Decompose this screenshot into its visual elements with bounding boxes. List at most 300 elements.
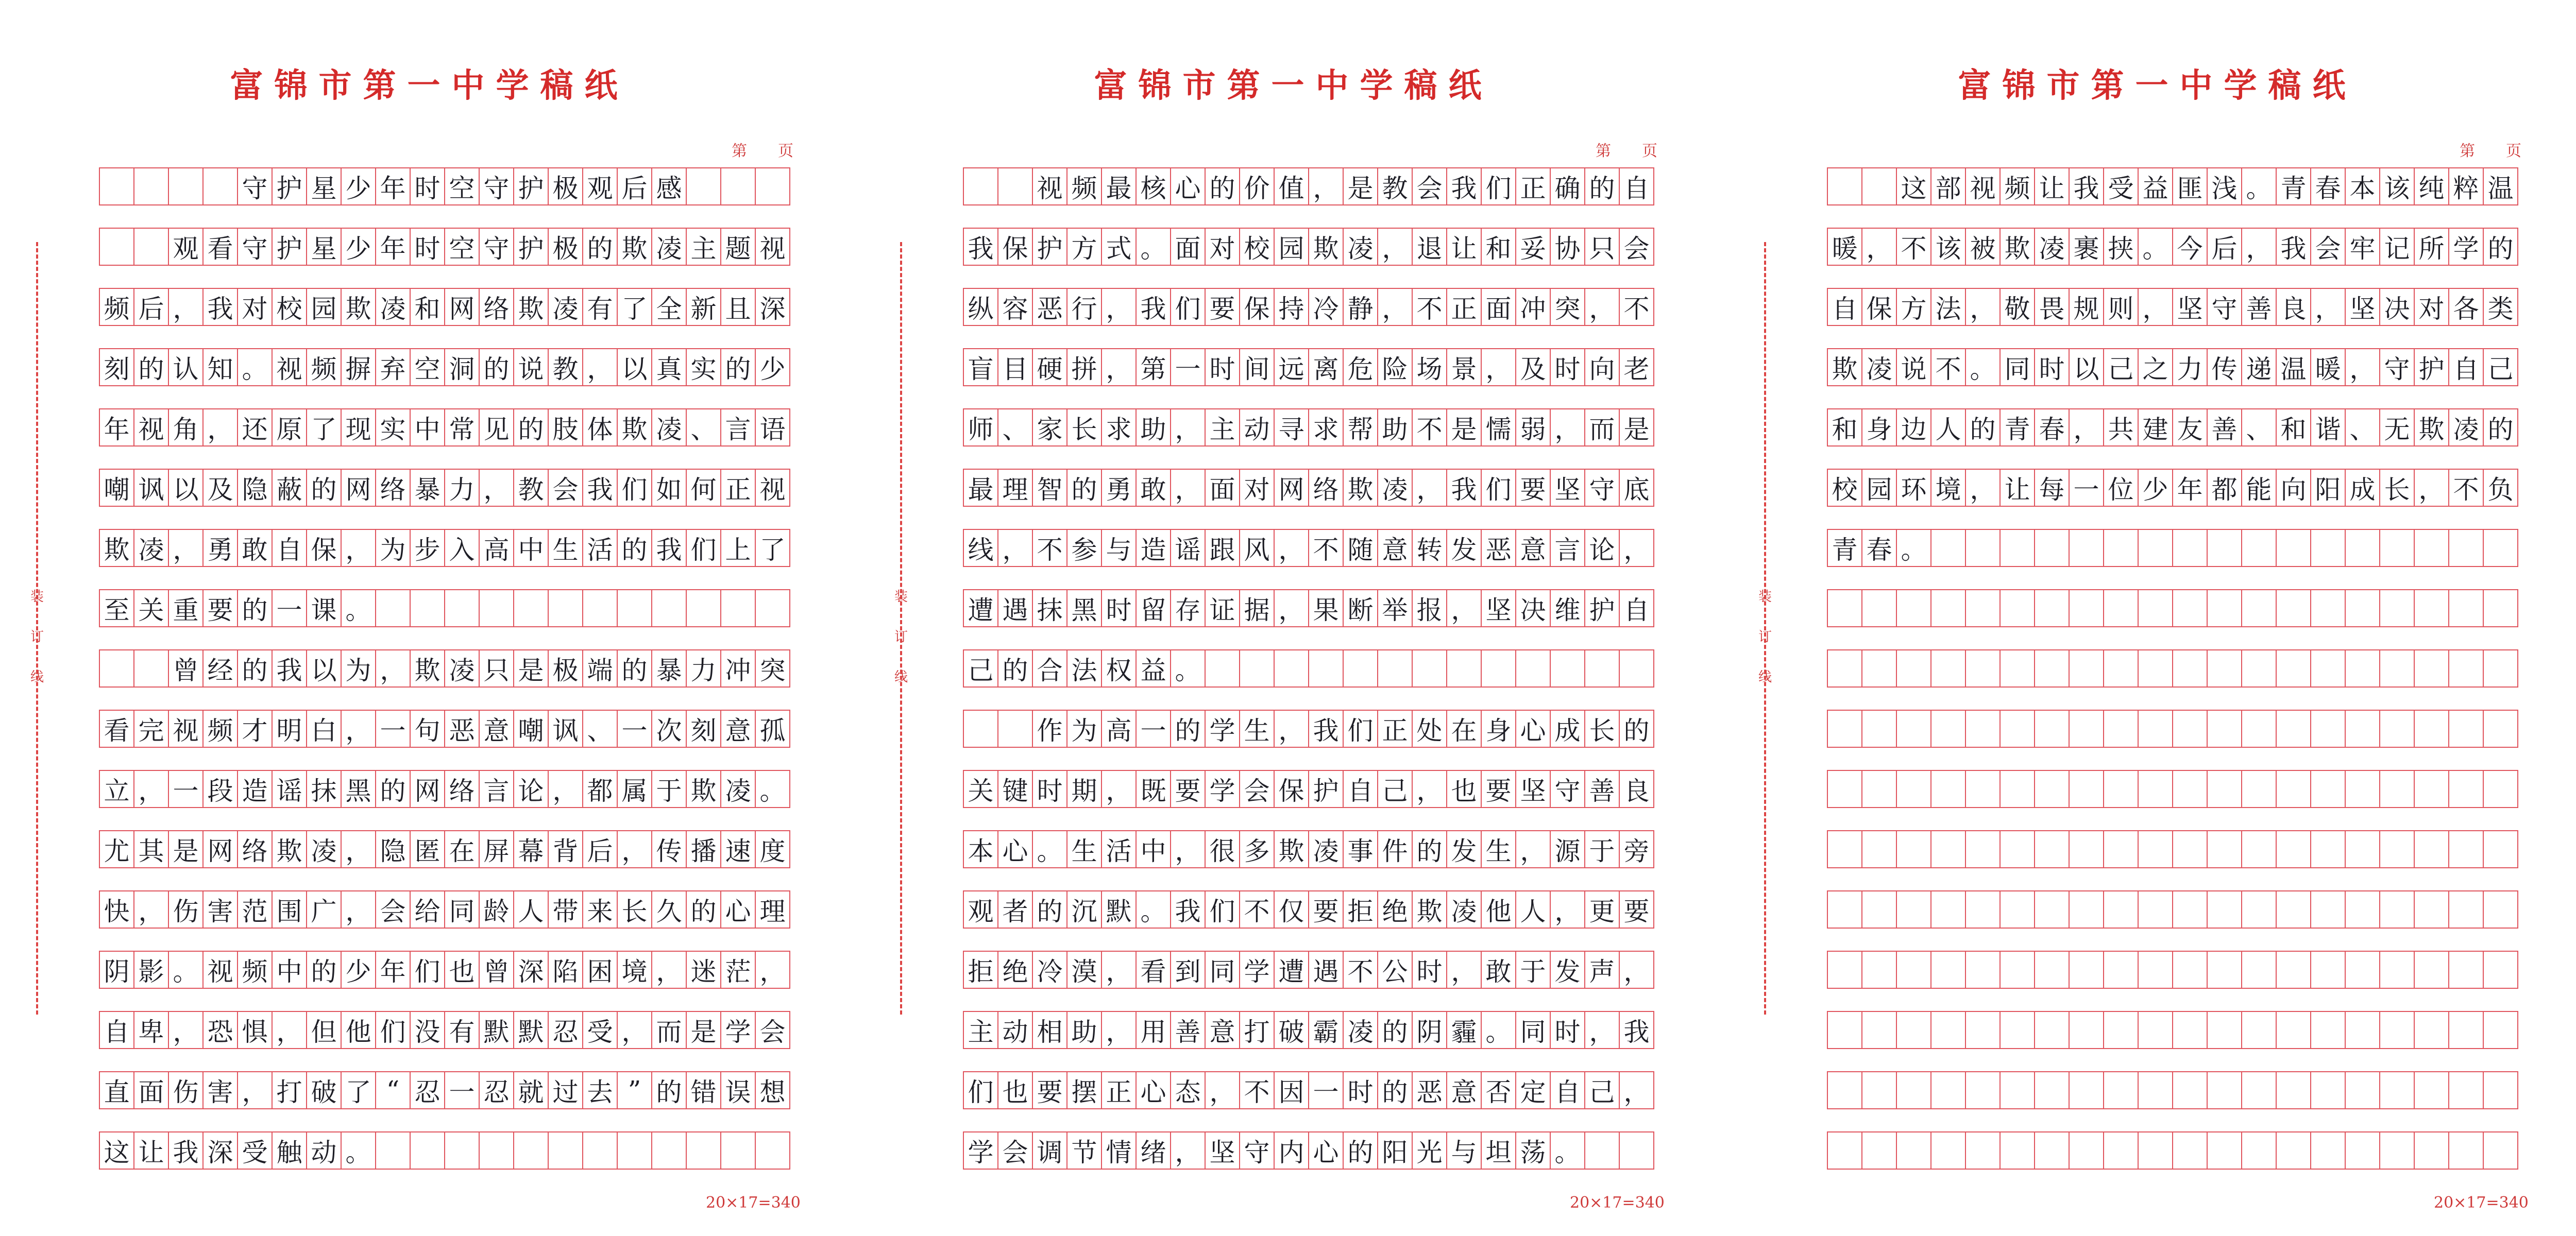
grid-cell: 一 <box>1170 348 1206 386</box>
grid-cell: 年 <box>99 408 134 447</box>
grid-row <box>99 288 789 326</box>
grid-cell <box>2414 1071 2449 1109</box>
grid-cell: 留 <box>1136 589 1171 627</box>
grid-cell: ， <box>2310 288 2346 326</box>
grid-cell <box>2276 589 2311 627</box>
grid-cell: 决 <box>2379 288 2415 326</box>
grid-cell <box>2138 830 2173 868</box>
grid-cell: 意 <box>1515 529 1551 567</box>
grid-cell: 的 <box>1343 1131 1378 1170</box>
grid-cell: 及 <box>202 469 238 507</box>
grid-cell <box>2069 710 2104 748</box>
grid-cell: 守 <box>237 228 273 266</box>
grid-row <box>99 228 789 266</box>
grid-cell: 步 <box>410 529 445 567</box>
grid-cell: 让 <box>133 1131 169 1170</box>
grid-cell: 了 <box>755 529 790 567</box>
grid-row <box>99 408 789 447</box>
grid-cell: 他 <box>1481 890 1516 929</box>
grid-cell <box>1896 951 1931 989</box>
grid-cell: 类 <box>2483 288 2518 326</box>
grid-cell: 嘲 <box>99 469 134 507</box>
grid-cell: 何 <box>686 469 721 507</box>
grid-cell: 的 <box>1170 710 1206 748</box>
grid-cell: 欺 <box>99 529 134 567</box>
grid-cell: 语 <box>755 408 790 447</box>
grid-cell: 核 <box>1136 167 1171 205</box>
grid-cell <box>2483 770 2518 808</box>
grid-row <box>1827 951 2517 989</box>
grid-cell <box>2069 1131 2104 1170</box>
grid-cell: ， <box>1861 228 1897 266</box>
grid-cell: 时 <box>410 228 445 266</box>
grid-cell: ， <box>341 529 376 567</box>
grid-cell: 底 <box>1619 469 1654 507</box>
grid-cell: 学 <box>2448 228 2484 266</box>
grid-cell: 黑 <box>1066 589 1102 627</box>
grid-cell: 洞 <box>444 348 480 386</box>
grid-cell: ， <box>1965 288 2001 326</box>
grid-cell: 频 <box>202 710 238 748</box>
grid-cell <box>963 167 998 205</box>
grid-cell <box>444 589 480 627</box>
grid-cell <box>1827 167 1862 205</box>
grid-cell: 抹 <box>1032 589 1067 627</box>
grid-cell <box>1965 830 2001 868</box>
grid-cell: 长 <box>1584 710 1620 748</box>
grid-cell: 盲 <box>963 348 998 386</box>
grid-cell: 知 <box>202 348 238 386</box>
grid-cell: 我 <box>1446 469 1482 507</box>
grid-cell <box>1274 649 1309 688</box>
grid-cell <box>2103 890 2139 929</box>
grid-cell: 为 <box>341 649 376 688</box>
grid-cell: ， <box>1619 951 1654 989</box>
grid-cell: 谐 <box>2310 408 2346 447</box>
grid-cell: 了 <box>341 1071 376 1109</box>
grid-cell <box>2034 589 2070 627</box>
grid-row <box>1827 770 2517 808</box>
grid-cell: 最 <box>963 469 998 507</box>
grid-cell <box>2241 951 2277 989</box>
grid-cell: 要 <box>1515 469 1551 507</box>
grid-row <box>99 1071 789 1109</box>
grid-cell: 说 <box>1896 348 1931 386</box>
grid-cell: 学 <box>1205 770 1240 808</box>
grid-cell: 坚 <box>1205 1131 1240 1170</box>
grid-cell: 能 <box>2241 469 2277 507</box>
grid-cell: 守 <box>2207 288 2242 326</box>
grid-cell <box>1965 951 2001 989</box>
grid-cell <box>2483 710 2518 748</box>
grid-cell: 错 <box>686 1071 721 1109</box>
grid-cell <box>2448 770 2484 808</box>
grid-cell: 恶 <box>444 710 480 748</box>
grid-cell: 我 <box>272 649 307 688</box>
grid-cell: ， <box>1550 408 1585 447</box>
grid-cell: 同 <box>1205 951 1240 989</box>
grid-cell: 校 <box>1239 228 1275 266</box>
grid-cell: ， <box>168 529 204 567</box>
grid-cell: 教 <box>1377 167 1413 205</box>
grid-cell: ， <box>1446 951 1482 989</box>
grid-cell <box>2310 710 2346 748</box>
binding-char: 装 <box>30 589 44 605</box>
grid-cell: 他 <box>341 1011 376 1049</box>
grid-cell <box>2138 890 2173 929</box>
grid-cell: 的 <box>2483 228 2518 266</box>
grid-cell <box>2207 830 2242 868</box>
grid-cell: 视 <box>202 951 238 989</box>
grid-cell: ， <box>168 288 204 326</box>
grid-cell: 守 <box>479 167 514 205</box>
grid-cell: 理 <box>755 890 790 929</box>
grid-cell: 转 <box>1412 529 1447 567</box>
grid-cell: 旁 <box>1619 830 1654 868</box>
grid-cell <box>2241 710 2277 748</box>
grid-cell <box>1999 951 2035 989</box>
grid-cell: ， <box>1515 830 1551 868</box>
grid-cell: 欺 <box>1308 228 1344 266</box>
grid-cell: 冲 <box>720 649 756 688</box>
grid-cell <box>2241 830 2277 868</box>
grid-cell: 和 <box>1481 228 1516 266</box>
grid-cell <box>2379 890 2415 929</box>
grid-cell: 敢 <box>237 529 273 567</box>
grid-cell <box>2034 951 2070 989</box>
grid-row <box>99 830 789 868</box>
grid-cell: 者 <box>997 890 1033 929</box>
grid-cell: 主 <box>686 228 721 266</box>
grid-cell: 看 <box>1136 951 1171 989</box>
grid-cell: 、 <box>997 408 1033 447</box>
grid-cell: 受 <box>237 1131 273 1170</box>
grid-cell: 护 <box>1032 228 1067 266</box>
grid-cell <box>1896 1011 1931 1049</box>
grid-cell: 。 <box>168 951 204 989</box>
grid-cell <box>2448 1011 2484 1049</box>
grid-row <box>963 649 1653 688</box>
grid-cell <box>2414 1131 2449 1170</box>
grid-cell: 会 <box>2310 228 2346 266</box>
grid-cell: 各 <box>2448 288 2484 326</box>
grid-cell: ， <box>479 469 514 507</box>
grid-cell: 敢 <box>1136 469 1171 507</box>
grid-cell: 绝 <box>1377 890 1413 929</box>
grid-cell: 。 <box>341 589 376 627</box>
grid-cell: 因 <box>1274 1071 1309 1109</box>
grid-cell: 权 <box>1101 649 1137 688</box>
grid-cell <box>2379 589 2415 627</box>
grid-cell: 态 <box>1170 1071 1206 1109</box>
grid-cell <box>1999 529 2035 567</box>
binding-char: 订 <box>1758 629 1772 645</box>
grid-row <box>99 770 789 808</box>
grid-cell: 源 <box>1550 830 1585 868</box>
grid-cell: 自 <box>1343 770 1378 808</box>
grid-cell: 这 <box>1896 167 1931 205</box>
grid-cell: 来 <box>582 890 618 929</box>
grid-cell: 时 <box>1550 348 1585 386</box>
grid-cell <box>2310 649 2346 688</box>
grid-cell: 声 <box>1584 951 1620 989</box>
grid-cell: 年 <box>375 228 411 266</box>
grid-cell: 立 <box>99 770 134 808</box>
grid-cell: 视 <box>755 228 790 266</box>
grid-cell: 维 <box>1550 589 1585 627</box>
grid-cell: ， <box>133 770 169 808</box>
grid-cell: 忍 <box>548 1011 583 1049</box>
grid-cell <box>2483 890 2518 929</box>
grid-cell: 。 <box>1896 529 1931 567</box>
grid-cell: 懦 <box>1481 408 1516 447</box>
grid-cell <box>997 710 1033 748</box>
grid-cell <box>2241 1071 2277 1109</box>
grid-cell: 中 <box>272 951 307 989</box>
grid-cell: 意 <box>720 710 756 748</box>
grid-cell: 于 <box>1515 951 1551 989</box>
grid-cell <box>1999 830 2035 868</box>
grid-cell: 粹 <box>2448 167 2484 205</box>
grid-cell: 还 <box>237 408 273 447</box>
grid-cell: ， <box>1170 830 1206 868</box>
grid-cell: 果 <box>1308 589 1344 627</box>
grid-cell: 于 <box>651 770 687 808</box>
grid-cell: 突 <box>755 649 790 688</box>
grid-cell: 成 <box>1550 710 1585 748</box>
grid-cell <box>1965 589 2001 627</box>
grid-cell: 我 <box>168 1131 204 1170</box>
grid-cell: 保 <box>1239 288 1275 326</box>
grid-cell <box>410 589 445 627</box>
grid-row <box>963 228 1653 266</box>
grid-cell <box>2172 890 2208 929</box>
grid-cell <box>2448 1071 2484 1109</box>
grid-cell: 主 <box>1205 408 1240 447</box>
grid-cell: 最 <box>1101 167 1137 205</box>
grid-cell: 所 <box>2414 228 2449 266</box>
grid-cell: 题 <box>720 228 756 266</box>
grid-cell <box>1861 1131 1897 1170</box>
grid-cell: 家 <box>1032 408 1067 447</box>
grid-cell: 要 <box>202 589 238 627</box>
grid-row <box>963 469 1653 507</box>
grid-cell <box>2310 830 2346 868</box>
grid-cell: 络 <box>479 288 514 326</box>
grid-cell: ， <box>1481 348 1516 386</box>
grid-cell: 幕 <box>513 830 549 868</box>
grid-cell: 络 <box>237 830 273 868</box>
grid-cell: 伤 <box>168 1071 204 1109</box>
grid-cell: ， <box>168 1011 204 1049</box>
grid-cell: 曾 <box>168 649 204 688</box>
grid-cell <box>2241 770 2277 808</box>
grid-cell: 行 <box>1066 288 1102 326</box>
grid-cell: 是 <box>1619 408 1654 447</box>
grid-cell: 破 <box>306 1071 342 1109</box>
grid-cell: 欺 <box>1343 469 1378 507</box>
grid-cell: 凌 <box>306 830 342 868</box>
grid-cell: 极 <box>548 649 583 688</box>
grid-cell: 。 <box>1032 830 1067 868</box>
grid-cell: 决 <box>1515 589 1551 627</box>
grid-cell: 法 <box>1930 288 1966 326</box>
grid-cell <box>1930 529 1966 567</box>
grid-cell <box>133 649 169 688</box>
grid-cell: 与 <box>1446 1131 1482 1170</box>
grid-cell <box>2483 589 2518 627</box>
grid-cell <box>1999 1131 2035 1170</box>
grid-cell <box>1930 830 1966 868</box>
grid-cell: 己 <box>2103 348 2139 386</box>
grid-cell: 的 <box>479 348 514 386</box>
grid-cell: 参 <box>1066 529 1102 567</box>
grid-cell <box>2310 1131 2346 1170</box>
grid-cell: 。 <box>341 1131 376 1170</box>
grid-row <box>963 288 1653 326</box>
grid-cell: 围 <box>272 890 307 929</box>
grid-cell <box>2310 1071 2346 1109</box>
grid-cell: 很 <box>1205 830 1240 868</box>
grid-cell <box>2172 1131 2208 1170</box>
grid-row <box>99 649 789 688</box>
grid-cell <box>2069 770 2104 808</box>
grid-cell: 。 <box>755 770 790 808</box>
grid-cell <box>1930 1131 1966 1170</box>
grid-cell: 惧 <box>237 1011 273 1049</box>
grid-cell: 隐 <box>375 830 411 868</box>
grid-cell: 意 <box>1377 529 1413 567</box>
grid-cell <box>2379 1071 2415 1109</box>
grid-cell: 课 <box>306 589 342 627</box>
grid-cell: 言 <box>1550 529 1585 567</box>
grid-cell: 对 <box>237 288 273 326</box>
grid-cell: 身 <box>1861 408 1897 447</box>
grid-cell: 空 <box>410 348 445 386</box>
grid-cell: 频 <box>1066 167 1102 205</box>
grid-cell: ， <box>1274 529 1309 567</box>
grid-cell <box>2034 830 2070 868</box>
grid-cell <box>2103 830 2139 868</box>
grid-cell: 后 <box>582 830 618 868</box>
grid-cell: 的 <box>306 951 342 989</box>
grid-cell <box>2207 1011 2242 1049</box>
grid-cell <box>1965 529 2001 567</box>
grid-cell <box>2345 1071 2380 1109</box>
grid-cell <box>2138 1071 2173 1109</box>
grid-cell: 每 <box>2034 469 2070 507</box>
grid-cell: 位 <box>2103 469 2139 507</box>
grid-cell: 景 <box>1446 348 1482 386</box>
grid-cell: 段 <box>202 770 238 808</box>
grid-cell <box>2483 1071 2518 1109</box>
grid-cell: 举 <box>1377 589 1413 627</box>
binding-char: 线 <box>1758 670 1772 685</box>
grid-cell: 凌 <box>133 529 169 567</box>
grid-cell: 去 <box>582 1071 618 1109</box>
grid-cell: 极 <box>548 167 583 205</box>
grid-cell: 凌 <box>2448 408 2484 447</box>
grid-cell <box>2345 951 2380 989</box>
grid-cell: 一 <box>1308 1071 1344 1109</box>
grid-capacity-label: 20×17=340 <box>706 1194 801 1212</box>
grid-cell: 都 <box>2207 469 2242 507</box>
grid-cell: 一 <box>444 1071 480 1109</box>
grid-cell: 摆 <box>1066 1071 1102 1109</box>
grid-cell: 要 <box>1619 890 1654 929</box>
grid-cell: 少 <box>341 951 376 989</box>
grid-cell: 的 <box>617 649 652 688</box>
grid-cell <box>582 589 618 627</box>
grid-cell <box>2069 1011 2104 1049</box>
grid-cell <box>2483 1131 2518 1170</box>
grid-cell: 力 <box>2172 348 2208 386</box>
grid-cell <box>1896 830 1931 868</box>
grid-cell <box>1999 770 2035 808</box>
grid-cell: ， <box>1101 348 1137 386</box>
grid-cell: 的 <box>651 1071 687 1109</box>
grid-cell <box>2448 830 2484 868</box>
grid-cell: 不 <box>1343 951 1378 989</box>
grid-cell <box>2138 529 2173 567</box>
grid-cell: 凌 <box>1343 1011 1378 1049</box>
grid-cell <box>2448 710 2484 748</box>
grid-cell: 之 <box>2138 348 2173 386</box>
grid-cell: 有 <box>582 288 618 326</box>
grid-cell <box>1550 649 1585 688</box>
grid-row <box>963 1071 1653 1109</box>
grid-row <box>1827 228 2517 266</box>
grid-cell <box>686 589 721 627</box>
grid-capacity-label: 20×17=340 <box>2434 1194 2529 1212</box>
grid-cell: ， <box>1170 469 1206 507</box>
grid-cell: 就 <box>513 1071 549 1109</box>
grid-cell: 观 <box>168 228 204 266</box>
grid-cell: ， <box>1377 288 1413 326</box>
grid-cell <box>2207 770 2242 808</box>
grid-row <box>963 529 1653 567</box>
grid-cell <box>2448 589 2484 627</box>
grid-cell: 对 <box>1205 228 1240 266</box>
grid-cell <box>755 1131 790 1170</box>
grid-cell: 常 <box>444 408 480 447</box>
grid-cell: 寻 <box>1274 408 1309 447</box>
grid-cell: 是 <box>513 649 549 688</box>
grid-cell: 遭 <box>963 589 998 627</box>
grid-cell: 匿 <box>410 830 445 868</box>
grid-cell: 时 <box>1550 1011 1585 1049</box>
grid-cell: 久 <box>651 890 687 929</box>
grid-cell: 良 <box>1619 770 1654 808</box>
grid-cell <box>755 167 790 205</box>
grid-cell <box>2483 1011 2518 1049</box>
grid-cell: 以 <box>168 469 204 507</box>
grid-cell: 凌 <box>720 770 756 808</box>
grid-cell: 网 <box>444 288 480 326</box>
grid-cell: 多 <box>1239 830 1275 868</box>
grid-cell: 春 <box>1861 529 1897 567</box>
grid-cell: 自 <box>272 529 307 567</box>
grid-cell <box>1861 649 1897 688</box>
grid-cell: ， <box>2414 469 2449 507</box>
grid-cell: 发 <box>1550 951 1585 989</box>
grid-cell: 的 <box>997 649 1033 688</box>
grid-cell: 霾 <box>1446 1011 1482 1049</box>
grid-cell: 造 <box>237 770 273 808</box>
grid-cell: 但 <box>306 1011 342 1049</box>
grid-cell: 欺 <box>272 830 307 868</box>
grid-cell: 正 <box>1446 288 1482 326</box>
